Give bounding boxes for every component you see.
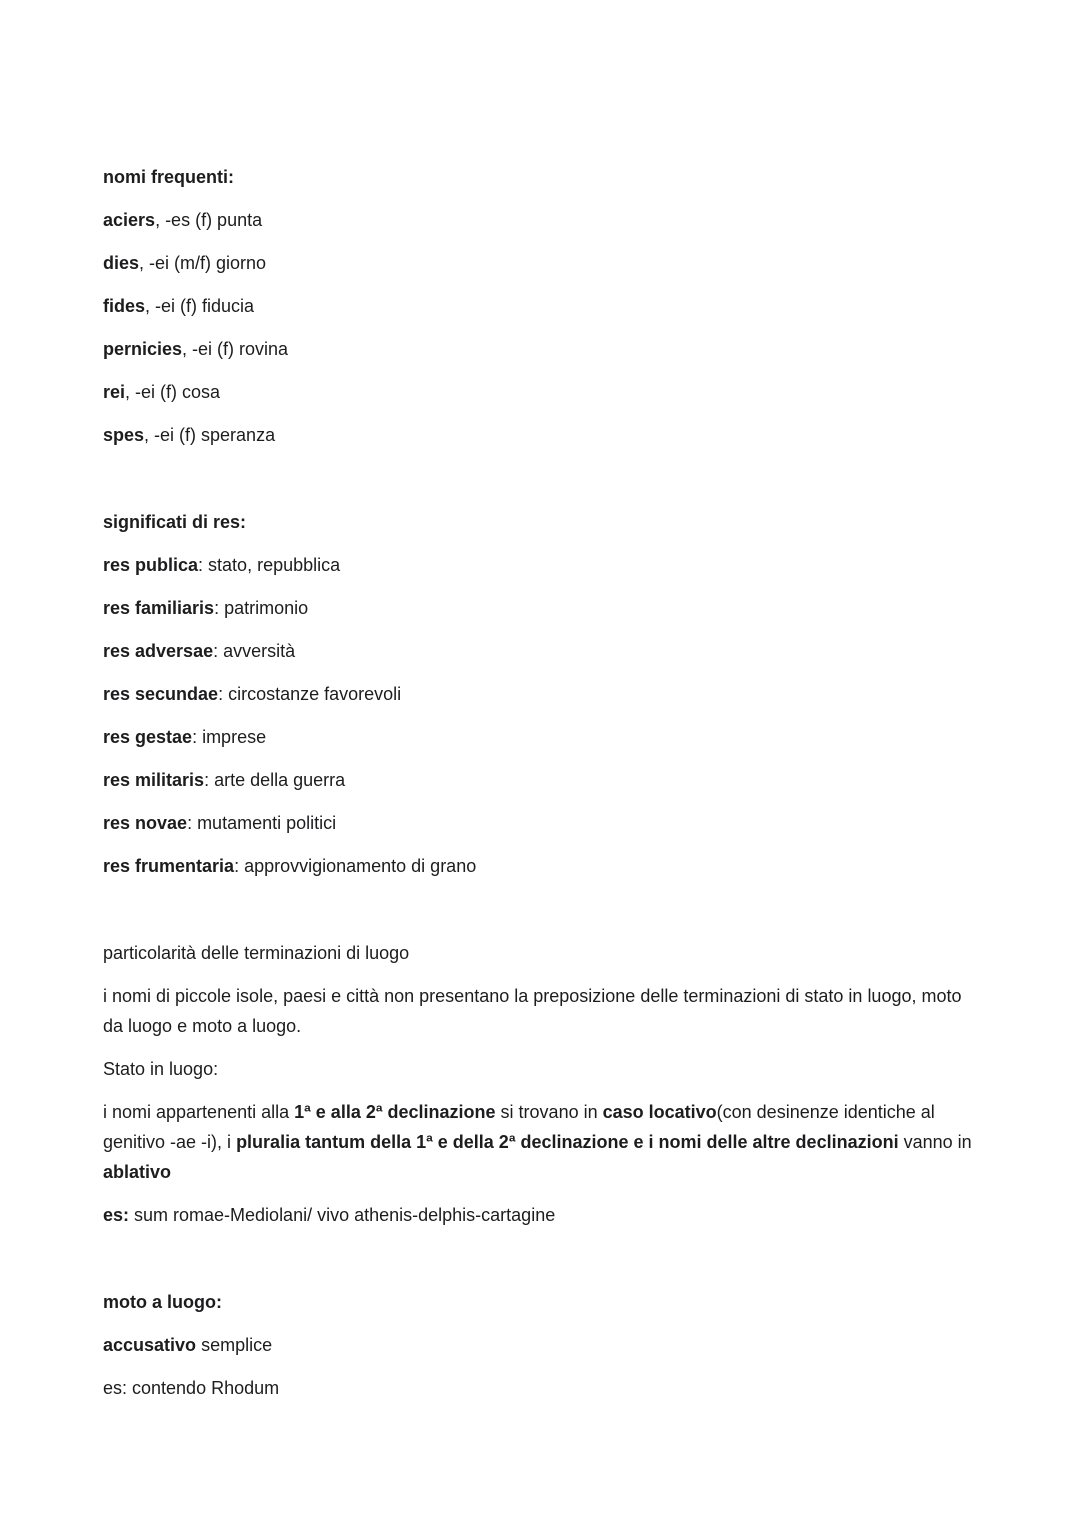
text-segment: : mutamenti politici <box>187 813 337 833</box>
paragraph <box>103 593 983 623</box>
text-segment: (con desinenze identiche al genitivo -ae -i), i <box>103 1102 935 1152</box>
text-segment: i nomi appartenenti alla <box>103 1102 295 1122</box>
bold-text-segment: res novae <box>103 813 188 833</box>
text-segment: : imprese <box>192 727 267 747</box>
text-segment: , -ei (f) fiducia <box>145 296 255 316</box>
text-segment: es: contendo Rhodum <box>103 1378 280 1398</box>
text-segment: , -ei (m/f) giorno <box>139 253 267 273</box>
bold-text-segment: rei <box>103 382 126 402</box>
bold-text-segment: significati di res: <box>103 512 247 532</box>
paragraph <box>103 205 983 235</box>
paragraph <box>103 981 983 1041</box>
bold-text-segment: nomi frequenti: <box>103 167 234 187</box>
bold-text-segment: aciers <box>103 210 156 230</box>
bold-text-segment: pernicies <box>103 339 183 359</box>
paragraph <box>103 1200 983 1230</box>
paragraph <box>103 248 983 278</box>
bold-text-segment: res publica <box>103 555 199 575</box>
bold-text-segment: es: <box>103 1205 130 1225</box>
paragraph <box>103 1097 983 1187</box>
bold-text-segment: res familiaris <box>103 598 215 618</box>
bold-text-segment: caso locativo <box>602 1102 717 1122</box>
paragraph <box>103 507 983 537</box>
bold-text-segment: dies <box>103 253 140 273</box>
paragraph <box>103 291 983 321</box>
paragraph <box>103 162 983 192</box>
text-segment: : patrimonio <box>214 598 309 618</box>
paragraph <box>103 1287 983 1317</box>
paragraph <box>103 1054 983 1084</box>
text-segment: i nomi di piccole isole, paesi e città non presentano la preposizione delle terminazioni di stato in luogo, moto da luogo e moto a luogo. <box>103 986 962 1036</box>
paragraph <box>103 1330 983 1360</box>
paragraph <box>103 334 983 364</box>
paragraph <box>103 377 983 407</box>
paragraph <box>103 765 983 795</box>
text-segment: , -ei (f) cosa <box>125 382 221 402</box>
bold-text-segment: fides <box>103 296 146 316</box>
paragraph <box>103 679 983 709</box>
paragraph <box>103 1373 983 1403</box>
paragraph <box>103 808 983 838</box>
text-segment: Stato in luogo: <box>103 1059 219 1079</box>
document-body <box>103 162 983 1403</box>
text-segment: , -ei (f) speranza <box>144 425 276 445</box>
text-segment: , -ei (f) rovina <box>182 339 289 359</box>
paragraph <box>103 938 983 968</box>
text-segment: : avversità <box>213 641 296 661</box>
text-segment: semplice <box>196 1335 273 1355</box>
bold-text-segment: res adversae <box>103 641 214 661</box>
bold-text-segment: 1ª e alla 2ª declinazione <box>294 1102 496 1122</box>
bold-text-segment: res frumentaria <box>103 856 235 876</box>
paragraph <box>103 722 983 752</box>
text-segment: particolarità delle terminazioni di luogo <box>103 943 410 963</box>
bold-text-segment: res militaris <box>103 770 205 790</box>
text-segment: : arte della guerra <box>204 770 346 790</box>
text-segment: : circostanze favorevoli <box>218 684 402 704</box>
text-segment: , -es (f) punta <box>155 210 263 230</box>
bold-text-segment: res secundae <box>103 684 219 704</box>
text-segment: : approvvigionamento di grano <box>234 856 477 876</box>
paragraph <box>103 420 983 450</box>
bold-text-segment: pluralia tantum della 1ª e della 2ª declinazione e i nomi delle altre declinazioni <box>236 1132 899 1152</box>
text-segment: vanno in <box>898 1132 972 1152</box>
text-segment: sum romae-Mediolani/ vivo athenis-delphis-cartagine <box>129 1205 556 1225</box>
text-segment: si trovano in <box>495 1102 603 1122</box>
bold-text-segment: accusativo <box>103 1335 197 1355</box>
paragraph <box>103 636 983 666</box>
text-segment: : stato, repubblica <box>198 555 341 575</box>
bold-text-segment: res gestae <box>103 727 193 747</box>
bold-text-segment: moto a luogo: <box>103 1292 222 1312</box>
bold-text-segment: spes <box>103 425 145 445</box>
paragraph <box>103 550 983 580</box>
bold-text-segment: ablativo <box>103 1162 172 1182</box>
paragraph <box>103 851 983 881</box>
